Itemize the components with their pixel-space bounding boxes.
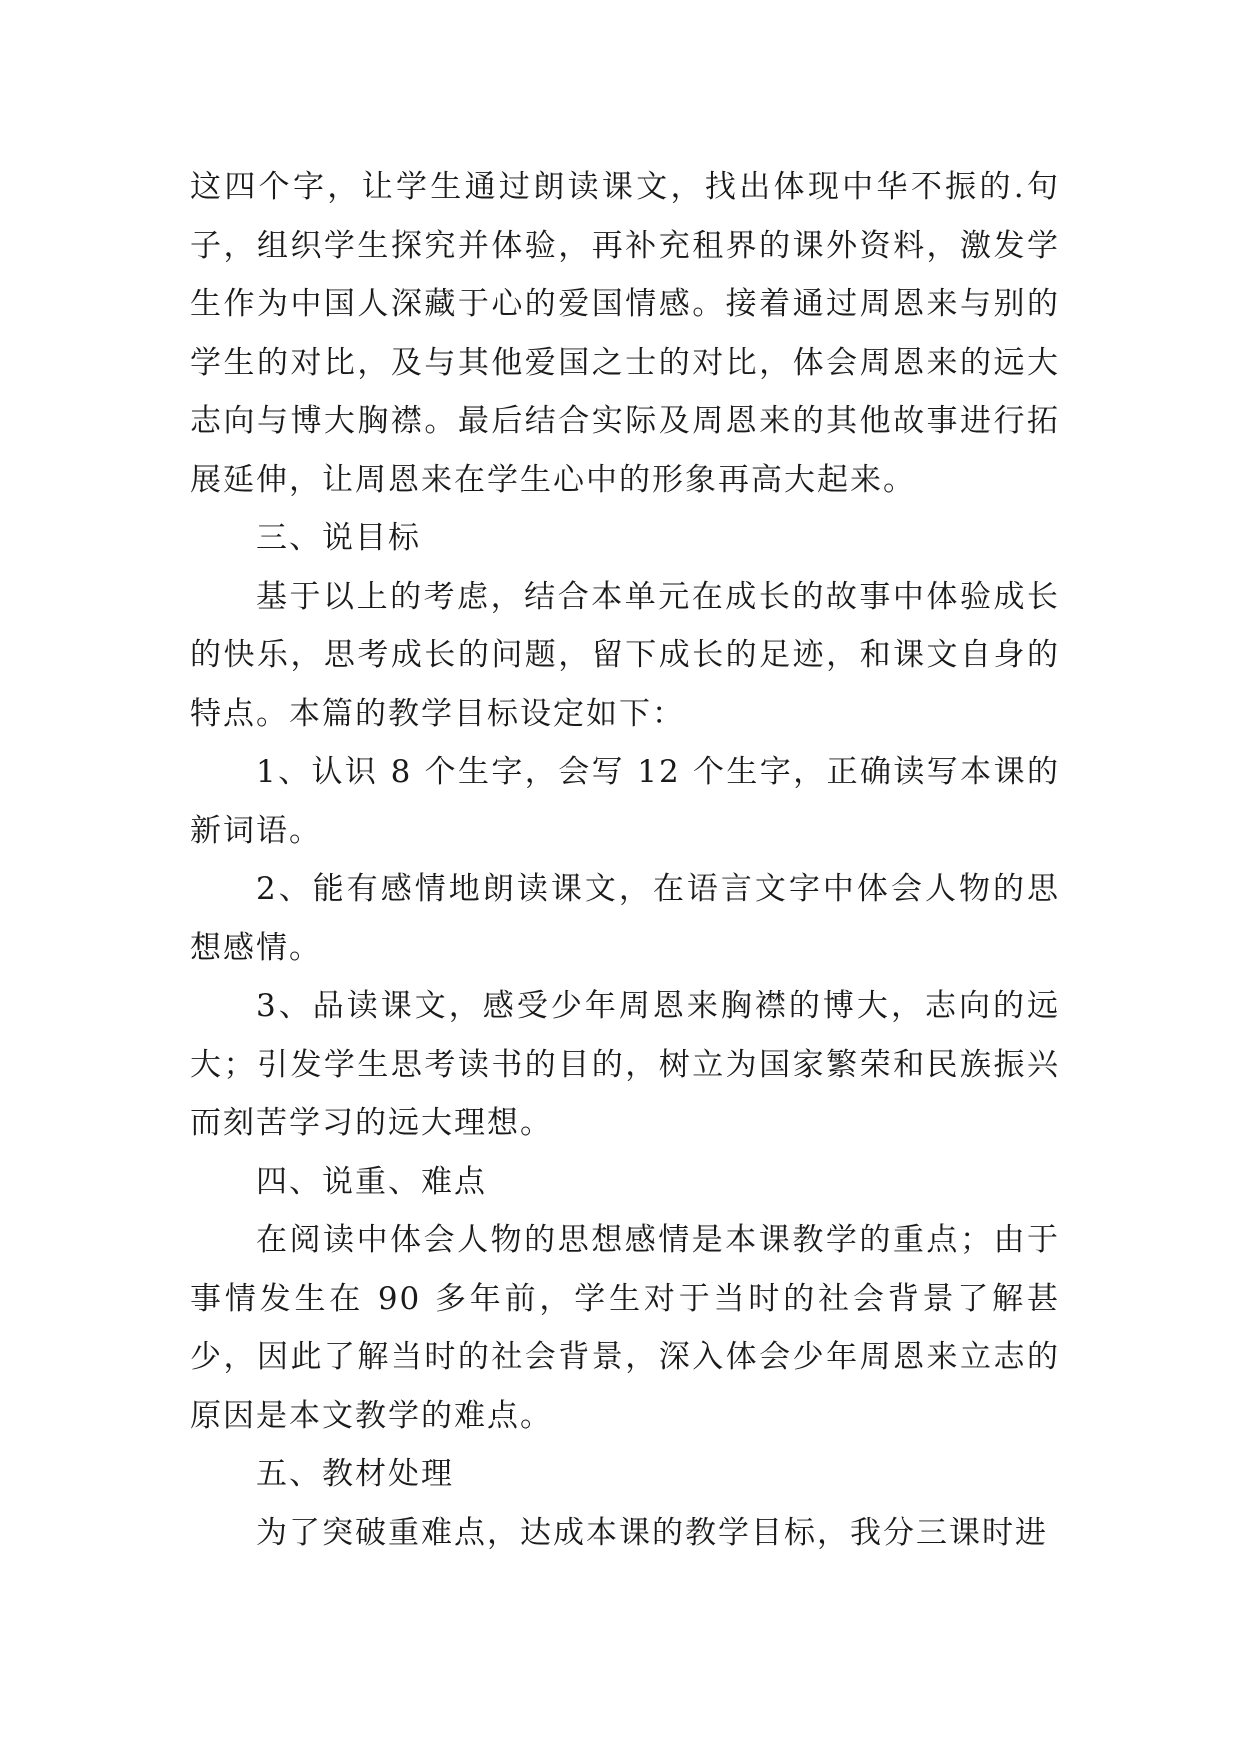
paragraph-key-points: 在阅读中体会人物的思想感情是本课教学的重点；由于事情发生在 90 多年前，学生对于当时的社会背景了解甚少，因此了解当时的社会背景，深入体会少年周恩来立志的原因是本文教学的难点。 [190,1222,1060,1434]
section-heading-key-points: 四、说重、难点 [256,1163,487,1200]
section-heading-objectives: 三、说目标 [256,520,421,556]
paragraph-continuation: 这四个字，让学生通过朗读课文，找出体现中华不振的.句子，组织学生探究并体验，再补充租界的课外资料，激发学生作为中国人深藏于心的爱国情感。接着通过周恩来与别的学生的对比，及与其他爱国之士的对比，体会周恩来的远大志向与博大胸襟。最后结合实际及周恩来的其他故事进行拓展延伸，让周恩来在学生心中的形象再高大起来。 [190,169,1060,498]
document-page [190,158,1060,1562]
objective-item-1: 1、认识 8 个生字，会写 12 个生字，正确读写本课的新词语。 [190,754,1060,849]
paragraph-materials: 为了突破重难点，达成本课的教学目标，我分三课时进 [256,1514,1048,1551]
objective-item-2: 2、能有感情地朗读课文，在语言文字中体会人物的思想感情。 [190,871,1060,966]
objective-item-3: 3、品读课文，感受少年周恩来胸襟的博大，志向的远大；引发学生思考读书的目的，树立为国家繁荣和民族振兴而刻苦学习的远大理想。 [190,988,1060,1141]
paragraph-objectives-intro: 基于以上的考虑，结合本单元在成长的故事中体验成长的快乐，思考成长的问题，留下成长的足迹，和课文自身的特点。本篇的教学目标设定如下： [190,578,1060,732]
section-heading-materials: 五、教材处理 [256,1456,454,1492]
